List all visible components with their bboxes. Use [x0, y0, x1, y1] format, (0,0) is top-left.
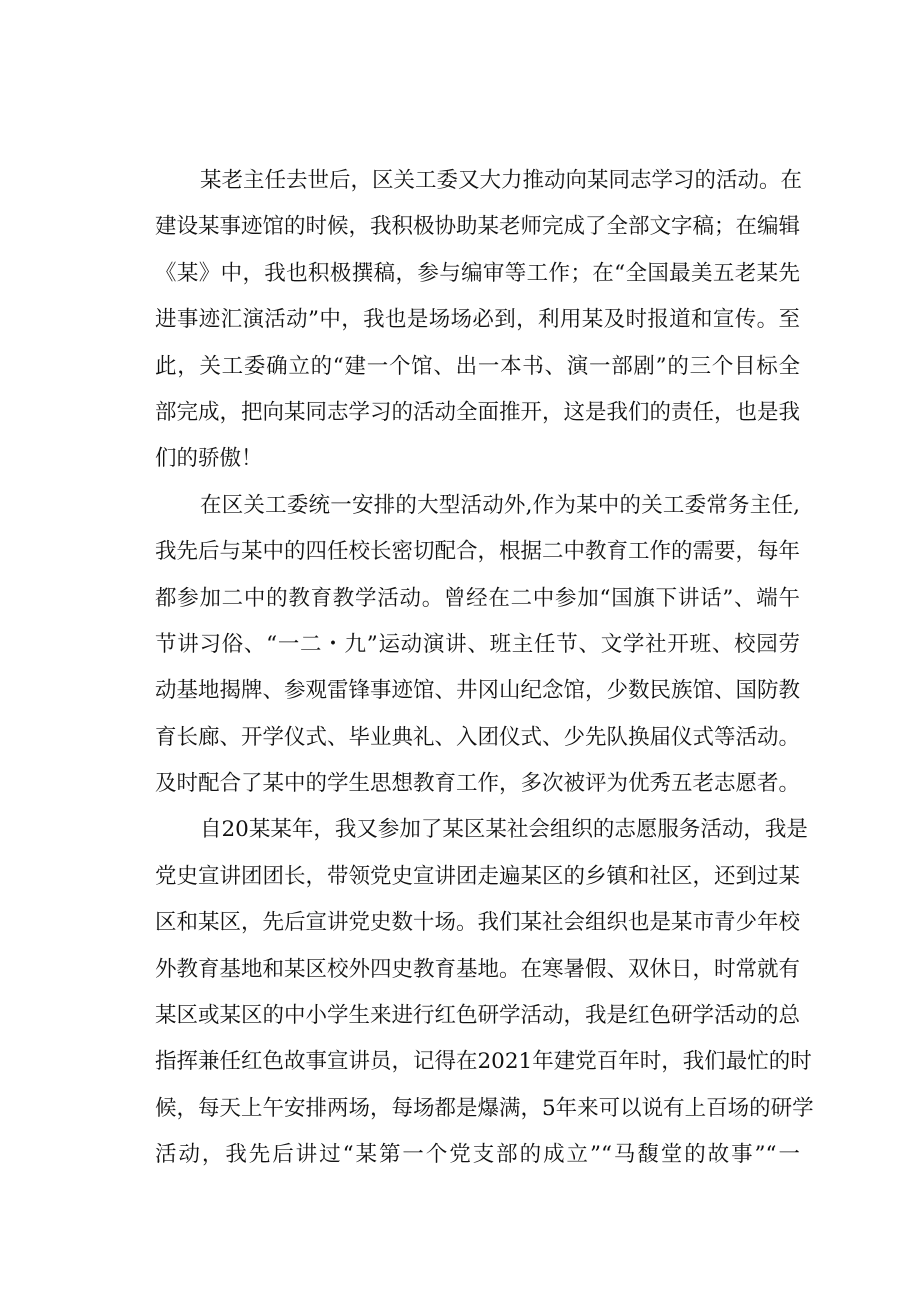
paragraph-3-line-8: 活动，我先后讲过“某第一个党支部的成立”“马馥堂的故事”“一 — [155, 1142, 800, 1168]
paragraph-2-line-3: 都参加二中的教育教学活动。曾经在二中参加“国旗下讲话”、端午 — [155, 585, 800, 611]
paragraph-3-line-6: 指挥兼任红色故事宣讲员，记得在2021年建党百年时，我们最忙的时 — [155, 1049, 812, 1075]
paragraph-2-line-2: 我先后与某中的四任校长密切配合，根据二中教育工作的需要，每年 — [155, 539, 801, 565]
paragraph-1-line-4: 进事迹汇演活动”中，我也是场场必到，利用某及时报道和宣传。至 — [155, 307, 800, 333]
paragraph-1-line-3: 《某》中，我也积极撰稿，参与编审等工作；在“全国最美五老某先 — [155, 260, 800, 286]
document-body — [155, 158, 814, 1179]
paragraph-2-line-4: 节讲习俗、“一二・九”运动演讲、班主任节、文学社开班、校园劳 — [155, 631, 800, 657]
paragraph-2-line-6: 育长廊、开学仪式、毕业典礼、入团仪式、少先队换届仪式等活动。 — [155, 724, 801, 750]
paragraph-1-line-6: 部完成，把向某同志学习的活动全面推开，这是我们的责任，也是我 — [155, 399, 801, 425]
paragraph-1-line-2: 建设某事迹馆的时候，我积极协助某老师完成了全部文字稿；在编辑 — [155, 214, 801, 240]
paragraph-2-line-5: 动基地揭牌、参观雷锋事迹馆、井冈山纪念馆，少数民族馆、国防教 — [155, 678, 801, 704]
paragraph-3-line-7: 候，每天上午安排两场，每场都是爆满，5年来可以说有上百场的研学 — [155, 1095, 814, 1121]
paragraph-3-line-5: 某区或某区的中小学生来进行红色研学活动，我是红色研学活动的总 — [155, 1003, 801, 1029]
paragraph-2-line-7: 及时配合了某中的学生思想教育工作，多次被评为优秀五老志愿者。 — [155, 771, 801, 797]
paragraph-3-line-2: 党史宣讲团团长，带领党史宣讲团走遍某区的乡镇和社区，还到过某 — [155, 863, 801, 889]
paragraph-1-line-5: 此，关工委确立的“建一个馆、出一本书、演一部剧”的三个目标全 — [155, 353, 800, 379]
paragraph-3-line-1: 自20某某年，我又参加了某区某社会组织的志愿服务活动，我是 — [200, 817, 808, 843]
paragraph-3-line-3: 区和某区，先后宣讲党史数十场。我们某社会组织也是某市青少年校 — [155, 910, 801, 936]
paragraph-2-line-1: 在区关工委统一安排的大型活动外,作为某中的关工委常务主任, — [200, 492, 800, 518]
paragraph-1-line-1: 某老主任去世后，区关工委又大力推动向某同志学习的活动。在 — [200, 168, 803, 193]
paragraph-1-line-7: 们的骄傲！ — [155, 446, 263, 472]
paragraph-3-line-4: 外教育基地和某区校外四史教育基地。在寒暑假、双休日，时常就有 — [155, 956, 801, 982]
